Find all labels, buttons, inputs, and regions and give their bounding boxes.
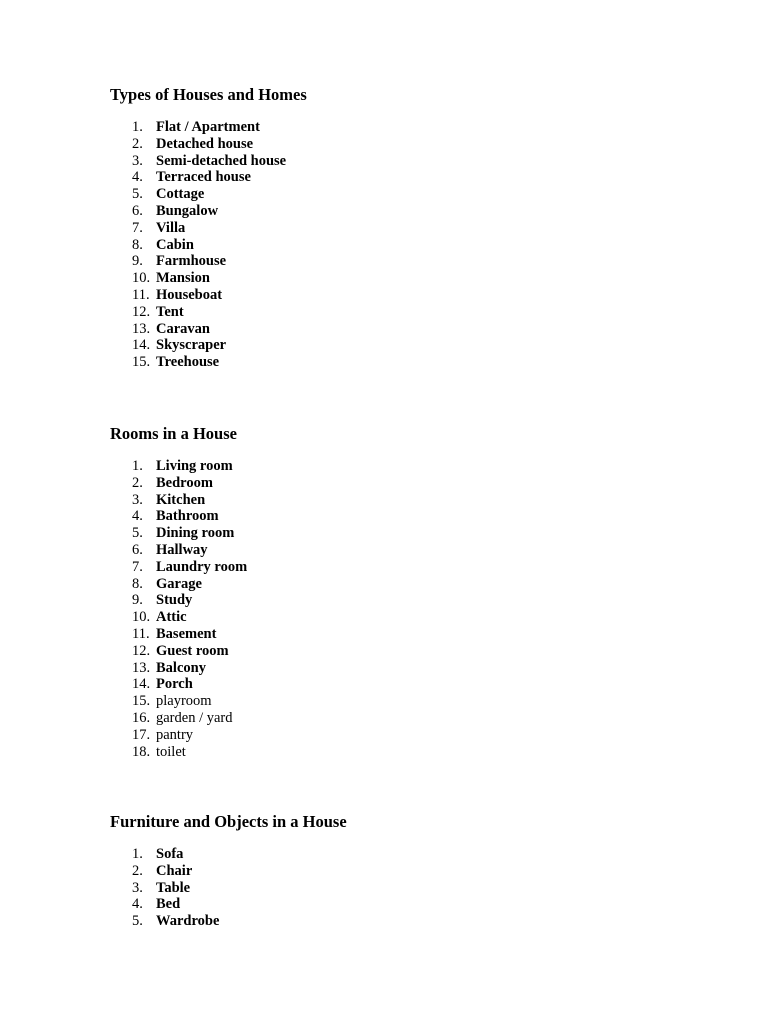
list-item <box>110 626 247 643</box>
list-item <box>110 727 247 744</box>
list-item-label: Hallway <box>156 541 208 558</box>
list-item-label: Caravan <box>156 320 210 337</box>
list-item-label: Garage <box>156 575 202 592</box>
list-item-label: Bathroom <box>156 508 219 525</box>
list-item <box>110 458 247 475</box>
list-item <box>110 136 286 153</box>
list-item-label: Bungalow <box>156 202 219 219</box>
list-item-number: 3. <box>132 879 143 896</box>
section-rooms-in-a-house <box>110 424 710 760</box>
list-item-number: 4. <box>132 508 143 525</box>
list-item-number: 15. <box>132 354 151 371</box>
list-item-label: Guest room <box>156 642 229 659</box>
list-item <box>110 913 219 930</box>
list-item-number: 1. <box>132 846 143 862</box>
list-item-number: 6. <box>132 202 143 219</box>
list-item <box>110 237 286 254</box>
list-item <box>110 203 286 220</box>
list-item-number: 3. <box>132 152 143 169</box>
list-item <box>110 525 247 542</box>
list-item <box>110 559 247 576</box>
list-item-number: 13. <box>132 659 151 676</box>
list-item-label: Bed <box>156 896 181 913</box>
list-item <box>110 270 286 287</box>
list-item-number: 1. <box>132 458 143 474</box>
list-item-label: pantry <box>156 726 194 743</box>
list-item-label: Tent <box>156 303 184 320</box>
list-item-label: garden / yard <box>156 709 233 726</box>
house-types-list <box>110 119 286 371</box>
list-item-label: Skyscraper <box>156 337 227 354</box>
list-item-label: playroom <box>156 693 212 710</box>
list-item-label: Dining room <box>156 525 235 542</box>
list-item <box>110 744 247 761</box>
list-item-number: 11. <box>132 286 150 303</box>
list-item-label: Mansion <box>156 270 210 287</box>
list-item-number: 2. <box>132 862 143 879</box>
list-item-label: Bedroom <box>156 474 213 491</box>
section-heading: Furniture and Objects in a House <box>110 812 347 831</box>
list-item-label: Chair <box>156 862 193 879</box>
list-item <box>110 492 247 509</box>
list-item-number: 14. <box>132 337 151 354</box>
list-item-number: 8. <box>132 236 143 253</box>
list-item-number: 5. <box>132 525 143 542</box>
list-item-number: 7. <box>132 558 143 575</box>
list-item <box>110 896 219 913</box>
list-item-number: 5. <box>132 186 143 203</box>
list-item-number: 9. <box>132 253 143 270</box>
list-item-number: 12. <box>132 642 151 659</box>
list-item-number: 1. <box>132 119 143 135</box>
list-item-number: 10. <box>132 270 151 287</box>
list-item-label: Detached house <box>156 135 254 152</box>
list-item-label: Semi-detached house <box>156 152 287 169</box>
list-item-number: 2. <box>132 474 143 491</box>
list-item-number: 3. <box>132 491 143 508</box>
list-item <box>110 287 286 304</box>
list-item-number: 7. <box>132 219 143 236</box>
list-item <box>110 609 247 626</box>
furniture-list <box>110 846 219 930</box>
list-item-number: 13. <box>132 320 151 337</box>
list-item-label: Kitchen <box>156 491 206 508</box>
list-item <box>110 710 247 727</box>
list-item <box>110 337 286 354</box>
list-item-label: Sofa <box>156 846 184 862</box>
list-item-label: Flat / Apartment <box>156 119 260 135</box>
list-item-number: 4. <box>132 169 143 186</box>
list-item-number: 12. <box>132 303 151 320</box>
list-item <box>110 542 247 559</box>
list-item-number: 18. <box>132 743 151 760</box>
list-item <box>110 186 286 203</box>
list-item-number: 11. <box>132 625 150 642</box>
list-item <box>110 676 247 693</box>
list-item-number: 4. <box>132 896 143 913</box>
list-item <box>110 475 247 492</box>
list-item-label: Attic <box>156 609 187 626</box>
list-item <box>110 253 286 270</box>
list-item-number: 15. <box>132 693 151 710</box>
list-item <box>110 304 286 321</box>
list-item <box>110 153 286 170</box>
list-item <box>110 863 219 880</box>
list-item-number: 10. <box>132 609 151 626</box>
list-item <box>110 354 286 371</box>
list-item-label: Porch <box>156 676 193 693</box>
list-item-label: Laundry room <box>156 558 248 575</box>
list-item-number: 16. <box>132 709 151 726</box>
list-item-number: 14. <box>132 676 151 693</box>
list-item <box>110 321 286 338</box>
section-types-of-houses <box>110 85 710 371</box>
list-item <box>110 576 247 593</box>
list-item-label: Cottage <box>156 186 205 203</box>
list-item-number: 9. <box>132 592 143 609</box>
list-item-number: 17. <box>132 726 151 743</box>
list-item-label: Cabin <box>156 236 194 253</box>
section-furniture-and-objects <box>110 812 710 930</box>
list-item-label: Treehouse <box>156 354 220 371</box>
list-item <box>110 169 286 186</box>
list-item-label: Basement <box>156 625 217 642</box>
section-heading: Rooms in a House <box>110 424 237 443</box>
list-item <box>110 643 247 660</box>
list-item <box>110 693 247 710</box>
list-item-label: Study <box>156 592 193 609</box>
list-item-number: 6. <box>132 541 143 558</box>
list-item-label: Wardrobe <box>156 913 220 930</box>
list-item-number: 5. <box>132 913 143 930</box>
list-item <box>110 220 286 237</box>
list-item-label: Table <box>156 879 191 896</box>
list-item <box>110 880 219 897</box>
list-item-label: Balcony <box>156 659 206 676</box>
list-item-label: toilet <box>156 743 186 760</box>
list-item <box>110 119 286 136</box>
list-item-label: Living room <box>156 458 233 474</box>
list-item-label: Houseboat <box>156 286 223 303</box>
section-heading: Types of Houses and Homes <box>110 85 307 104</box>
rooms-list <box>110 458 247 760</box>
list-item <box>110 660 247 677</box>
list-item-label: Villa <box>156 219 186 236</box>
list-item <box>110 508 247 525</box>
list-item-label: Terraced house <box>156 169 251 186</box>
list-item-number: 8. <box>132 575 143 592</box>
list-item-label: Farmhouse <box>156 253 227 270</box>
list-item <box>110 846 219 863</box>
list-item <box>110 592 247 609</box>
list-item-number: 2. <box>132 135 143 152</box>
